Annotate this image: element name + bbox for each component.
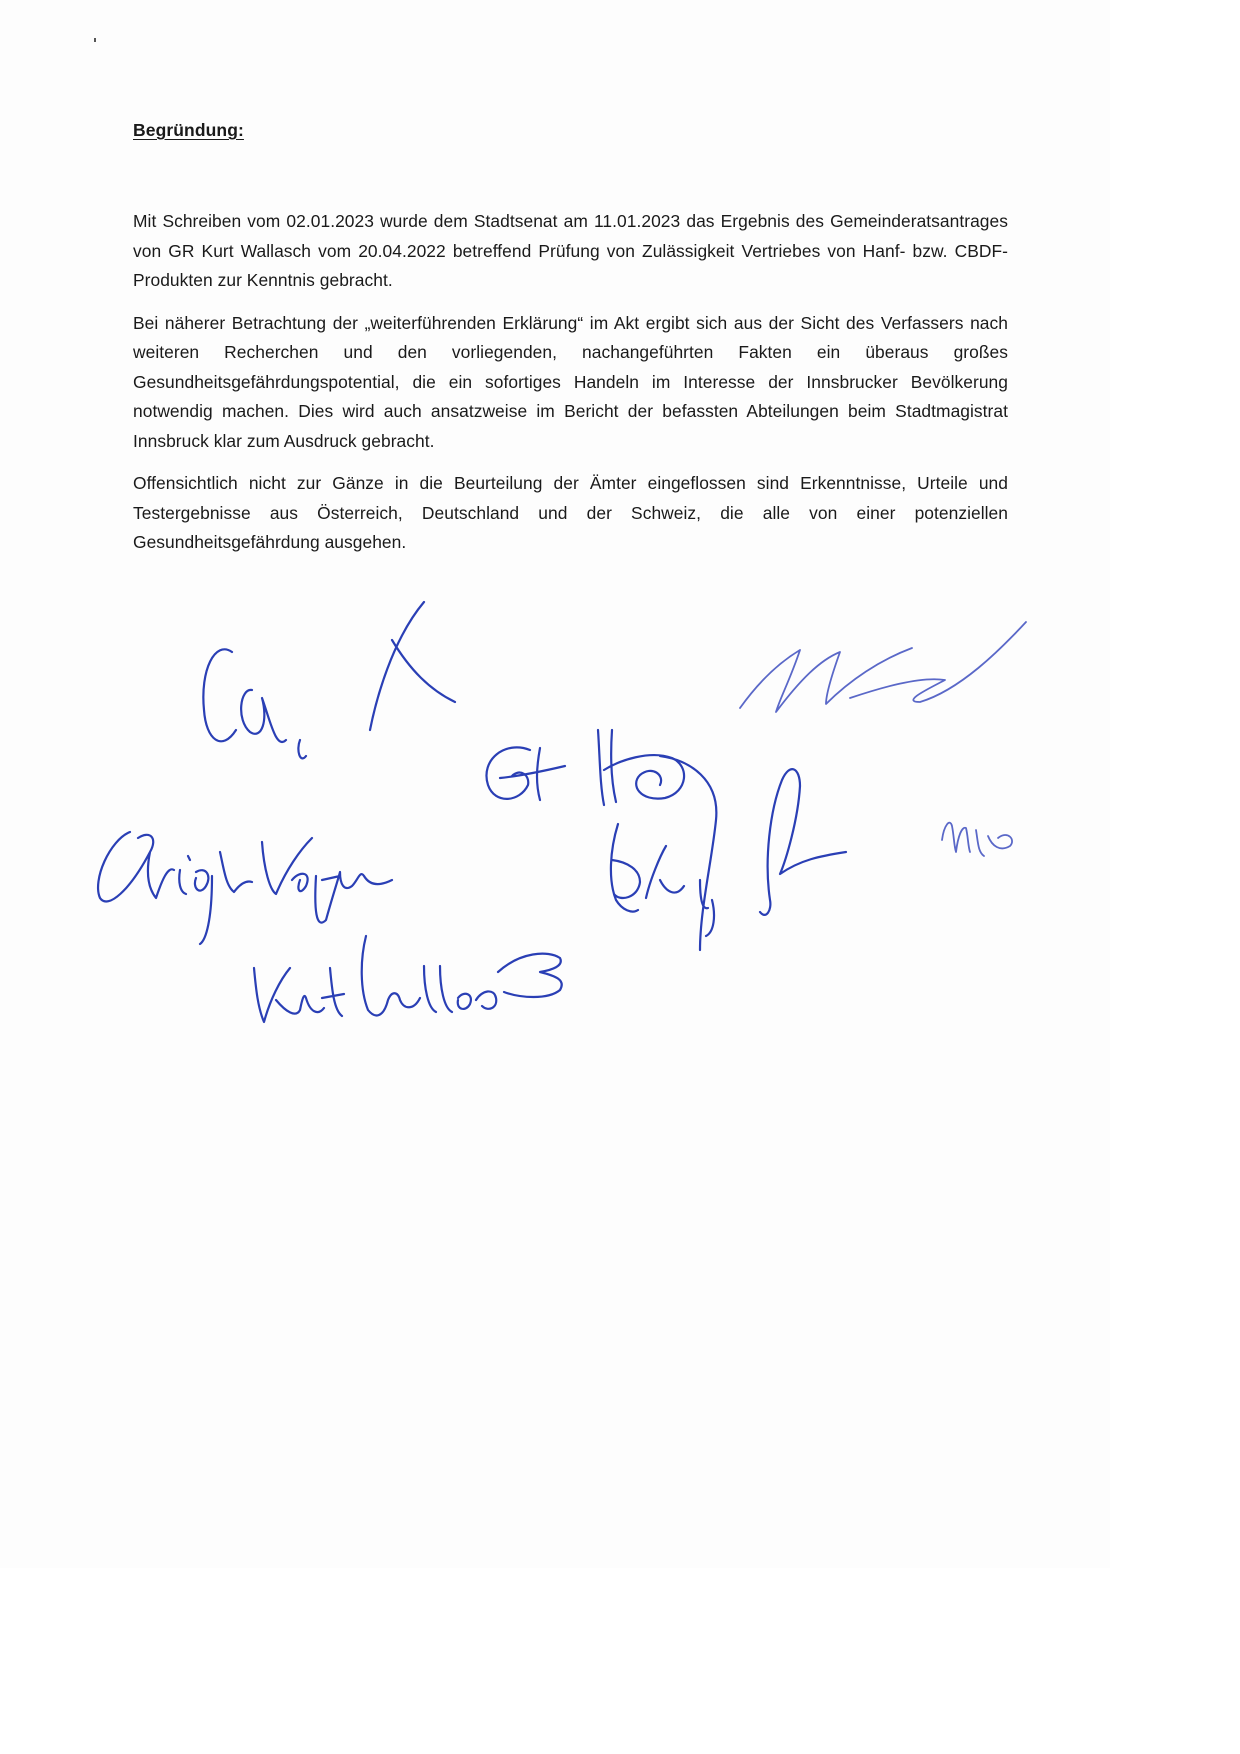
signature-2	[486, 730, 716, 950]
signature-4	[98, 832, 392, 944]
paragraph-3: Offensichtlich nicht zur Gänze in die Beurteilung der Ämter eingeflossen sind Erkenntnisse, Urteile und Testergebnisse aus Österreich, Deutschland und der Schweiz, die alle von einer potenziellen Gesundheitsgefährdung ausgehen.	[133, 473, 1008, 552]
scan-speck	[94, 38, 96, 42]
paragraph-1: Mit Schreiben vom 02.01.2023 wurde dem Stadtsenat am 11.01.2023 das Ergebnis des Gemeinderatsantrages von GR Kurt Wallasch vom 20.04.2022 betreffend Prüfung von Zulässigkeit Vertriebes von Hanf- bzw. CBDF-Produkten zur Kenntnis gebracht.	[133, 211, 1008, 290]
signature-7	[942, 823, 1012, 856]
body-text	[133, 207, 1008, 571]
signature-5	[611, 824, 714, 936]
signature-area	[0, 580, 1110, 1040]
signature-1	[203, 602, 455, 758]
signature-8	[254, 936, 562, 1022]
signature-3	[740, 622, 1026, 712]
signature-6	[760, 769, 846, 915]
signatures-graphic	[0, 580, 1110, 1040]
paragraph-2: Bei näherer Betrachtung der „weiterführenden Erklärung“ im Akt ergibt sich aus der Sicht des Verfassers nach weiteren Recherchen und den vorliegenden, nachangeführten Fakten ein überaus großes Gesundheitsgefährdungspotential, die ein sofortiges Handeln im Interesse der Innsbrucker Bevölkerung notwendig machen. Dies wird auch ansatzweise im Bericht der befassten Abteilungen beim Stadtmagistrat Innsbruck klar zum Ausdruck gebracht.	[133, 312, 1008, 451]
section-heading: Begründung:	[133, 120, 244, 140]
